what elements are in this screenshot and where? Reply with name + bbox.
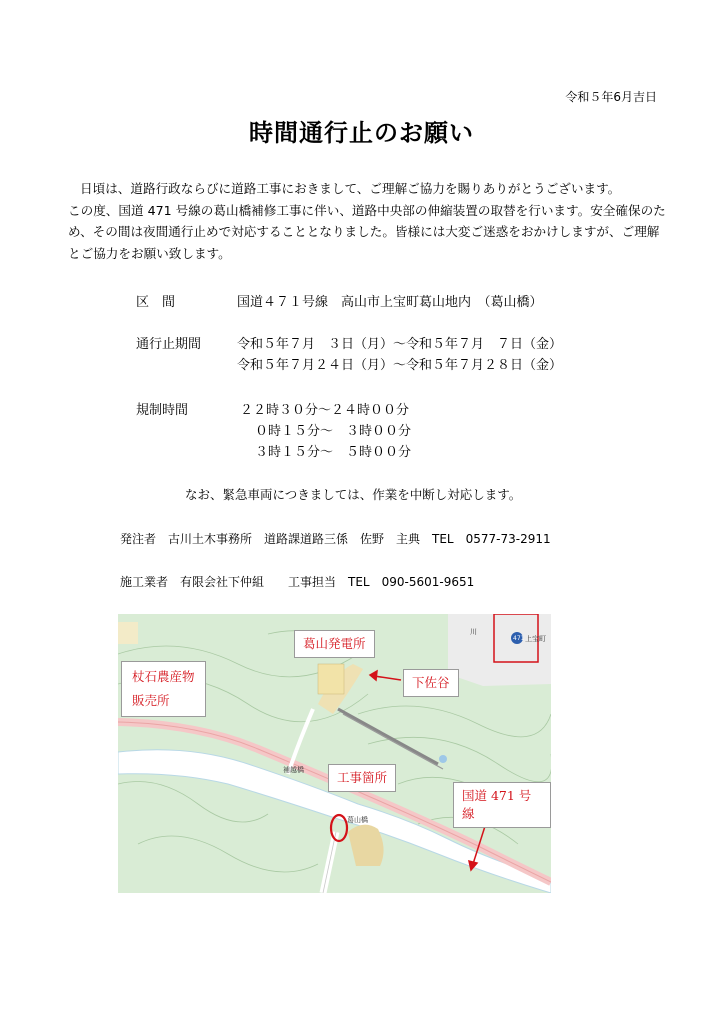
closure-period-label: 通行止期間 [136,337,202,352]
restriction-time-line-3: ３時１５分～ ５時００分 [255,445,412,460]
map-label-sales-area [121,661,206,717]
map-label-work-site: 工事箇所 [328,764,396,792]
map-bridge-label-1: 補越橋 [283,766,304,774]
map-label-route: 国道 471 号線 [453,782,551,828]
location-map [118,614,551,893]
restriction-time-line-1: ２２時３０分～２４時００分 [240,403,410,418]
emergency-note: なお、緊急車両につきましては、作業を中断し対応します。 [185,487,522,502]
contractor-contact: 施工業者 有限会社下仲組 工事担当 TEL 090-5601-9651 [120,575,475,589]
map-river-label: 川 [470,628,477,636]
closure-period-line-2: 令和５年７月２４日（月）～令和５年７月２８日（金） [237,358,563,373]
map-place-label: 上宝町 [525,635,546,643]
map-bridge-label-2: 葛山橋 [347,816,368,824]
intro-line-1: 日頃は、道路行政ならびに道路工事におきまして、ご理解ご協力を賜りありがとうございます。 [80,181,621,196]
section-label: 区 間 [136,295,176,310]
map-label-shimosaya: 下佐谷 [403,669,459,697]
closure-period-line-1: 令和５年７月 ３日（月）～令和５年７月 ７日（金） [237,337,563,352]
map-route-badge: 471 [513,635,525,642]
map-label-sales-line-2: 販売所 [132,693,170,708]
map-label-sales-line-1: 杖石農産物 [132,669,195,684]
restriction-time-line-2: ０時１５分～ ３時００分 [255,424,412,439]
orderer-contact: 発注者 古川土木事務所 道路課道路三係 佐野 主典 TEL 0577-73-2911 [120,532,551,546]
date: 令和５年6月吉日 [565,90,657,104]
restriction-time-label: 規制時間 [136,403,189,418]
page-title: 時間通行止のお願い [249,119,474,147]
intro-line-2: この度、国道 471 号線の葛山橋補修工事に伴い、道路中央部の伸縮装置の取替を行います。安全確保のため、その間は夜間通行止めで対応することとなりました。皆様には大変ご迷惑をおかけしますが、ご理解とご協力をお願い致します。 [68,202,666,261]
intro-text [68,178,666,264]
section-value: 国道４７１号線 高山市上宝町葛山地内 （葛山橋） [237,295,543,310]
map-label-power-station: 葛山発電所 [294,630,375,658]
